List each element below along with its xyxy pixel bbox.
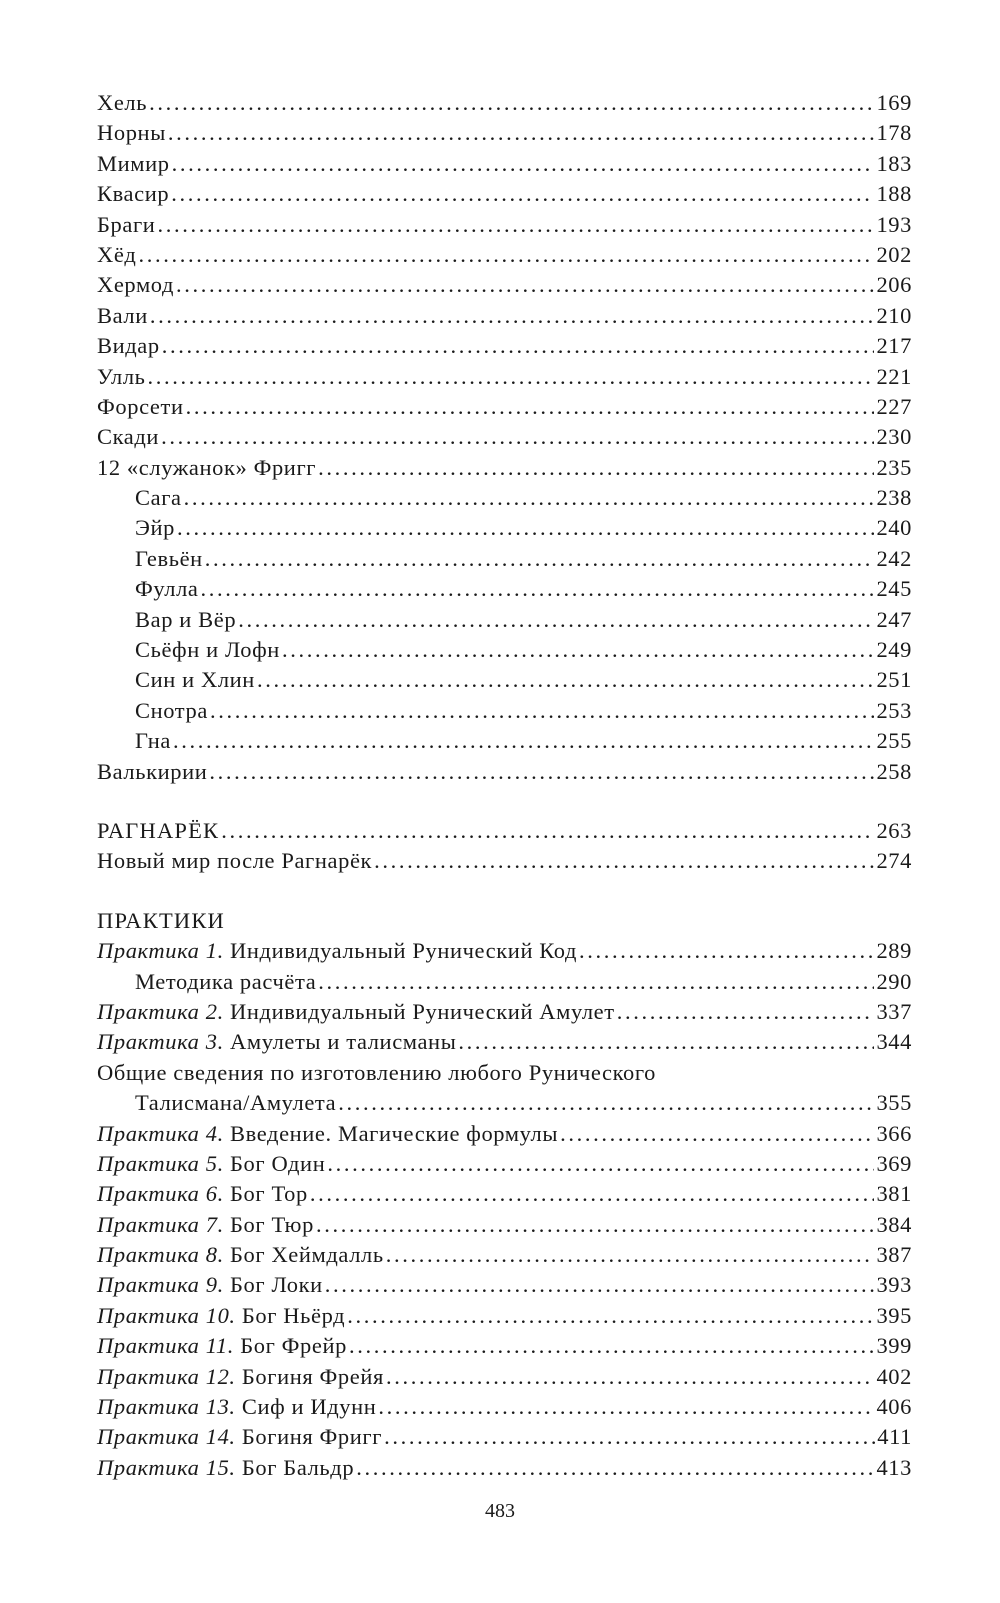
toc-subentry: [97, 483, 912, 513]
dot-leader: [386, 1240, 875, 1270]
toc-entry-title: Форсети: [97, 393, 184, 419]
toc-entry: [97, 936, 912, 966]
toc-entry-title: 12 «служанок» Фригг: [97, 454, 317, 480]
dot-leader: [325, 1270, 875, 1300]
toc-entry-page: 235: [876, 454, 912, 480]
dot-leader: [327, 1149, 874, 1179]
toc-entry: [97, 149, 912, 179]
dot-leader: [579, 936, 874, 966]
practice-label: Практика 6.: [97, 1181, 224, 1207]
toc-entry-page: 258: [876, 758, 912, 784]
toc-entry-title: Сага: [135, 485, 182, 511]
toc-entry-page: 217: [876, 333, 912, 359]
toc-entry-page: 247: [876, 606, 912, 632]
toc-entry-title: Эйр: [135, 515, 175, 541]
toc-entry-page: 240: [876, 515, 912, 541]
toc-subentry: [97, 513, 912, 543]
dot-leader: [318, 967, 874, 997]
toc-entry: [97, 757, 912, 787]
toc-subentry: [97, 665, 912, 695]
practice-label: Практика 13.: [97, 1394, 236, 1420]
toc-entry-page: 274: [876, 848, 912, 874]
toc-entry: [97, 331, 912, 361]
toc-entry-title: Сиф и Идунн: [241, 1394, 377, 1420]
toc-entry-title: РАГНАРЁК: [97, 817, 220, 843]
practice-label: Практика 2.: [97, 998, 224, 1024]
dot-leader: [349, 1331, 874, 1361]
toc-entry-page: 193: [876, 211, 912, 237]
toc-entry: [97, 179, 912, 209]
toc-entry-title-line: Общие сведения по изготовлению любого Рунического: [97, 1059, 656, 1085]
toc-entry-title: Сьёфн и Лофн: [135, 637, 280, 663]
dot-leader: [221, 816, 874, 846]
toc-subentry: [97, 967, 912, 997]
dot-leader: [282, 635, 875, 665]
toc-entry-title: Улль: [97, 363, 146, 389]
toc-entry-page: 344: [876, 1029, 912, 1055]
toc-entry-title: Снотра: [135, 697, 208, 723]
toc-entry-page: 188: [876, 181, 912, 207]
toc-entry: [97, 1240, 912, 1270]
dot-leader: [157, 210, 874, 240]
toc-entry: [97, 392, 912, 422]
dot-leader: [458, 1027, 874, 1057]
toc-entry-page: 251: [876, 667, 912, 693]
toc-entry: [97, 1270, 912, 1300]
toc-entry-page: 411: [877, 1424, 912, 1450]
toc-entry: [97, 240, 912, 270]
toc-entry-page: 381: [876, 1181, 912, 1207]
toc-entry: [97, 1179, 912, 1209]
toc-entry-title: Бог Тюр: [230, 1211, 314, 1237]
toc-entry: [97, 210, 912, 240]
dot-leader: [310, 1179, 875, 1209]
toc-subentry: [97, 605, 912, 635]
practice-label: Практика 8.: [97, 1242, 224, 1268]
practice-label: Практика 4.: [97, 1120, 224, 1146]
practice-label: Практика 7.: [97, 1211, 224, 1237]
dot-leader: [374, 846, 874, 876]
section-heading: ПРАКТИКИ: [97, 907, 225, 933]
dot-leader: [150, 301, 875, 331]
toc-entry-title: Син и Хлин: [135, 667, 255, 693]
section-gap: [97, 787, 912, 816]
practice-label: Практика 5.: [97, 1150, 224, 1176]
section-gap: [97, 877, 912, 906]
toc-entry-title: Хермод: [97, 272, 175, 298]
dot-leader: [338, 1088, 874, 1118]
practice-label: Практика 3.: [97, 1029, 224, 1055]
toc-entry: [97, 1119, 912, 1149]
toc-entry-title: Методика расчёта: [135, 968, 317, 994]
toc-entry-title: Индивидуальный Рунический Код: [230, 938, 578, 964]
dot-leader: [149, 88, 874, 118]
toc-entry-title: Браги: [97, 211, 156, 237]
toc-entry: [97, 846, 912, 876]
toc-entry-title: Бог Хеймдалль: [230, 1242, 384, 1268]
dot-leader: [173, 726, 874, 756]
table-of-contents: [97, 88, 912, 1483]
toc-entry: [97, 88, 912, 118]
toc-entry-title: Бог Ньёрд: [241, 1302, 346, 1328]
dot-leader: [386, 1362, 875, 1392]
dot-leader: [560, 1119, 874, 1149]
toc-entry-title: Норны: [97, 120, 166, 146]
toc-entry-title: Скади: [97, 424, 160, 450]
toc-entry: [97, 422, 912, 452]
toc-entry-title: Бог Локи: [230, 1272, 323, 1298]
toc-entry-page: 245: [876, 576, 912, 602]
toc-entry-page: 227: [876, 393, 912, 419]
toc-entry-page: 242: [876, 545, 912, 571]
toc-entry-title: Фулла: [135, 576, 199, 602]
toc-entry-title: Видар: [97, 333, 160, 359]
toc-entry-page: 221: [876, 363, 912, 389]
dot-leader: [162, 331, 875, 361]
toc-entry: [97, 1027, 912, 1057]
dot-leader: [171, 179, 874, 209]
toc-entry-page: 406: [876, 1394, 912, 1420]
toc-entry-page: 289: [876, 938, 912, 964]
toc-entry-page: 387: [876, 1242, 912, 1268]
toc-subentry: [97, 696, 912, 726]
toc-entry-title: Богиня Фрейя: [241, 1363, 384, 1389]
toc-entry-title: Талисмана/Амулета: [135, 1090, 337, 1116]
toc-subentry: [97, 574, 912, 604]
toc-entry: [97, 301, 912, 331]
toc-entry: [97, 1149, 912, 1179]
toc-entry-title: Введение. Магические формулы: [230, 1120, 559, 1146]
toc-section-entry: [97, 816, 912, 846]
dot-leader: [205, 544, 875, 574]
dot-leader: [384, 1422, 875, 1452]
toc-entry-page: 249: [876, 637, 912, 663]
dot-leader: [316, 1210, 875, 1240]
toc-entry-page: 369: [876, 1150, 912, 1176]
toc-entry-page: 402: [876, 1363, 912, 1389]
toc-subentry: [97, 726, 912, 756]
toc-subentry: [97, 635, 912, 665]
toc-entry-title: Новый мир после Рагнарёк: [97, 848, 373, 874]
toc-subentry: [97, 544, 912, 574]
toc-entry-title: Бог Тор: [230, 1181, 308, 1207]
toc-entry-title: Вали: [97, 302, 148, 328]
toc-entry-page: 255: [876, 728, 912, 754]
practice-label: Практика 14.: [97, 1424, 236, 1450]
toc-entry-title: Гна: [135, 728, 171, 754]
dot-leader: [347, 1301, 874, 1331]
toc-entry: [97, 118, 912, 148]
toc-entry-title: Бог Один: [230, 1150, 326, 1176]
toc-entry: [97, 1422, 912, 1452]
practice-label: Практика 15.: [97, 1454, 236, 1480]
toc-entry-page: 384: [876, 1211, 912, 1237]
toc-entry-page: 202: [876, 241, 912, 267]
toc-entry-page: 413: [876, 1454, 912, 1480]
dot-leader: [209, 757, 874, 787]
toc-entry-page: 183: [876, 150, 912, 176]
toc-entry-page: 253: [876, 697, 912, 723]
toc-entry: [97, 362, 912, 392]
toc-entry-page: 290: [876, 968, 912, 994]
toc-entry: [97, 1210, 912, 1240]
dot-leader: [138, 240, 874, 270]
toc-entry-page: 169: [876, 90, 912, 115]
practice-label: Практика 9.: [97, 1272, 224, 1298]
dot-leader: [318, 453, 874, 483]
toc-entry-page: 230: [876, 424, 912, 450]
dot-leader: [200, 574, 874, 604]
toc-entry-title: Богиня Фригг: [241, 1424, 383, 1450]
toc-entry-title: Амулеты и талисманы: [230, 1029, 457, 1055]
toc-entry-page: 206: [876, 272, 912, 298]
dot-leader: [186, 392, 875, 422]
toc-entry-title: Вар и Вёр: [135, 606, 237, 632]
dot-leader: [148, 362, 875, 392]
dot-leader: [168, 118, 875, 148]
toc-entry-page: 393: [876, 1272, 912, 1298]
toc-entry-title: Гевьён: [135, 545, 203, 571]
toc-entry-page: 238: [876, 485, 912, 511]
practice-label: Практика 10.: [97, 1302, 236, 1328]
dot-leader: [184, 483, 875, 513]
practice-label: Практика 12.: [97, 1363, 236, 1389]
toc-entry-title: Бог Фрейр: [240, 1333, 347, 1359]
toc-entry: [97, 997, 912, 1027]
dot-leader: [238, 605, 874, 635]
practice-label: Практика 1.: [97, 938, 224, 964]
dot-leader: [617, 997, 875, 1027]
toc-entry-title: Мимир: [97, 150, 170, 176]
toc-entry-page: 337: [876, 998, 912, 1024]
dot-leader: [177, 513, 874, 543]
toc-entry-page: 399: [876, 1333, 912, 1359]
toc-entry: [97, 1453, 912, 1483]
dot-leader: [356, 1453, 874, 1483]
dot-leader: [257, 665, 874, 695]
page-number: 483: [485, 1500, 515, 1522]
dot-leader: [172, 149, 875, 179]
toc-entry-page: 395: [876, 1302, 912, 1328]
toc-entry-page: 263: [876, 817, 912, 843]
toc-entry-page: 210: [876, 302, 912, 328]
toc-entry-title: Квасир: [97, 181, 170, 207]
dot-leader: [378, 1392, 874, 1422]
toc-entry-title: Хёд: [97, 241, 137, 267]
toc-entry-title: Хель: [97, 90, 148, 115]
toc-entry-title: Индивидуальный Рунический Амулет: [230, 998, 615, 1024]
toc-entry: [97, 1331, 912, 1361]
dot-leader: [176, 270, 874, 300]
dot-leader: [210, 696, 874, 726]
toc-entry-page: 366: [876, 1120, 912, 1146]
toc-entry-page: 355: [876, 1090, 912, 1116]
toc-entry: [97, 1301, 912, 1331]
toc-entry: [97, 1362, 912, 1392]
toc-entry: [97, 453, 912, 483]
practice-label: Практика 11.: [97, 1333, 234, 1359]
toc-entry-title: Валькирии: [97, 758, 208, 784]
dot-leader: [161, 422, 874, 452]
toc-entry: [97, 270, 912, 300]
toc-entry-title: Бог Бальдр: [241, 1454, 355, 1480]
toc-entry-page: 178: [876, 120, 912, 146]
toc-entry: [97, 1392, 912, 1422]
toc-subentry: [97, 1088, 912, 1118]
